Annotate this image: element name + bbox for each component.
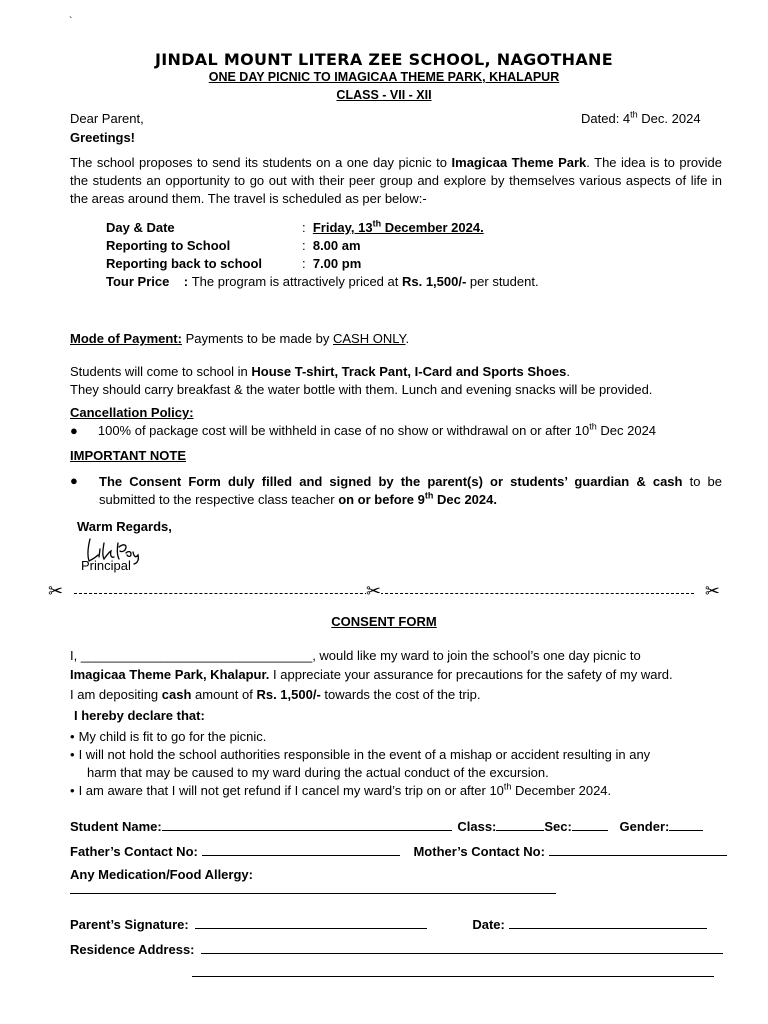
class-line: CLASS - VII - XII (336, 88, 432, 102)
stray-mark: ` (69, 16, 73, 27)
allergy-field[interactable] (70, 893, 556, 894)
student-details-row: Student Name: Class: Sec: Gender: (70, 818, 703, 834)
cancellation-item: ● 100% of package cost will be withheld in case of no show or withdrawal on or after 10th Dec 2024 (70, 421, 657, 438)
cut-line (48, 581, 720, 601)
contact-row: Father’s Contact No: Mother’s Contact No: (70, 843, 727, 859)
signature-row: Parent’s Signature: Date: (70, 916, 707, 932)
detail-reporting: Reporting to School : 8.00 am (106, 238, 361, 253)
declare-item-continued: harm that may be caused to my ward during the actual conduct of the excursion. (87, 765, 549, 780)
section-field[interactable] (572, 818, 608, 831)
date-field[interactable] (509, 916, 707, 929)
letter-date: Dated: 4th Dec. 2024 (581, 109, 701, 126)
cancellation-heading: Cancellation Policy: (70, 405, 194, 420)
scissors-icon: ✂ (366, 581, 382, 601)
student-name-field[interactable] (162, 818, 452, 831)
consent-line-1: I, ________________________________, would like my ward to join the school’s one day picnic to (70, 648, 641, 663)
address-row: Residence Address: (70, 941, 723, 957)
salutation: Dear Parent, (70, 111, 144, 126)
address-field[interactable] (201, 941, 723, 954)
declare-heading: I hereby declare that: (74, 708, 205, 723)
address-field-line-2[interactable] (192, 976, 714, 977)
greeting: Greetings! (70, 130, 136, 145)
important-heading: IMPORTANT NOTE (70, 448, 187, 463)
dress-code: Students will come to school in House T-shirt, Track Pant, I-Card and Sports Shoes. (70, 364, 570, 379)
intro-paragraph: The school proposes to send its students on a one day picnic to Imagicaa Theme Park. The idea is to provide the students an opportunity to go out with their peer group and explore by themselves various aspects of life in the areas around them. The travel is scheduled as per below:- (70, 155, 722, 206)
scissors-icon: ✂ (704, 581, 720, 601)
carry-items: They should carry breakfast & the water bottle with them. Lunch and evening snacks will be provided. (70, 382, 653, 397)
consent-line-2: Imagicaa Theme Park, Khalapur. I appreciate your assurance for precautions for the safety of my ward. (70, 667, 673, 682)
class-field[interactable] (496, 818, 544, 831)
school-name: JINDAL MOUNT LITERA ZEE SCHOOL, NAGOTHANE (155, 50, 613, 69)
principal-title: Principal (81, 558, 131, 573)
gender-field[interactable] (669, 818, 703, 831)
father-contact-field[interactable] (202, 843, 400, 856)
declare-item: • I am aware that I will not get refund if I cancel my ward’s trip on or after 10th December 2024. (70, 781, 612, 798)
picnic-subtitle: ONE DAY PICNIC TO IMAGICAA THEME PARK, KHALAPUR (208, 70, 560, 84)
dashed-cut-line (74, 593, 694, 594)
important-note: The Consent Form duly filled and signed by the parent(s) or students’ guardian & cash to be submitted to the respective class teacher on or before 9th Dec 2024. (99, 474, 723, 507)
mother-contact-field[interactable] (549, 843, 727, 856)
declare-item: • I will not hold the school authorities responsible in the event of a mishap or accident resulting in any (70, 747, 651, 762)
detail-tour-price: Tour Price : The program is attractively priced at Rs. 1,500/- per student. (106, 274, 539, 289)
scissors-icon: ✂ (48, 581, 64, 601)
consent-heading: CONSENT FORM (331, 614, 437, 629)
consent-line-3: I am depositing cash amount of Rs. 1,500/- towards the cost of the trip. (70, 687, 481, 702)
important-bullet: ● (70, 473, 78, 488)
warm-regards: Warm Regards, (77, 519, 172, 534)
parent-signature-field[interactable] (195, 916, 427, 929)
detail-reporting-back: Reporting back to school : 7.00 pm (106, 256, 362, 271)
detail-day-date: Day & Date : Friday, 13th December 2024. (106, 218, 484, 235)
mode-of-payment: Mode of Payment: Payments to be made by CASH ONLY. (70, 331, 410, 346)
declare-item: • My child is fit to go for the picnic. (70, 729, 267, 744)
allergy-label: Any Medication/Food Allergy: (70, 867, 253, 882)
